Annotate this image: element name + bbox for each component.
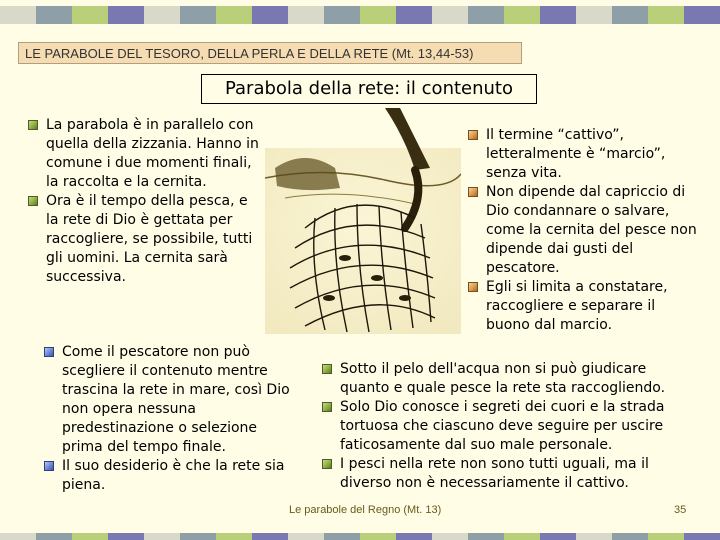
stripe-segment [288, 6, 324, 24]
stripe-segment [324, 6, 360, 24]
square-bullet-icon [468, 282, 478, 292]
stripe-segment [648, 6, 684, 24]
list-item [40, 343, 290, 457]
top-decorative-stripe [0, 6, 720, 24]
square-bullet-icon [44, 461, 54, 471]
square-bullet-icon [468, 187, 478, 197]
list-item-text: I pesci nella rete non sono tutti uguali, ma il diverso non è necessariamente il cattivo. [340, 456, 649, 491]
stripe-segment [72, 533, 108, 540]
stripe-segment [108, 533, 144, 540]
list-item [464, 183, 700, 278]
stripe-segment [540, 533, 576, 540]
list-item [464, 278, 700, 335]
stripe-segment [144, 533, 180, 540]
stripe-segment [360, 6, 396, 24]
footer-caption: Le parabole del Regno (Mt. 13) [289, 504, 442, 516]
list-item [318, 398, 698, 455]
stripe-segment [180, 533, 216, 540]
square-bullet-icon [322, 402, 332, 412]
stripe-segment [360, 533, 396, 540]
page-number: 35 [674, 504, 687, 516]
left-bottom-text-block [40, 343, 290, 495]
stripe-segment [216, 533, 252, 540]
stripe-segment [432, 533, 468, 540]
list-item-text: Il termine “cattivo”, letteralmente è “marcio”, senza vita. [486, 127, 666, 181]
stripe-segment [504, 6, 540, 24]
list-item-text: Come il pescatore non può scegliere il contenuto mentre trascina la rete in mare, così Dio non opera nessuna predestinazione o selezione prima del tempo finale. [62, 344, 290, 455]
square-bullet-icon [28, 196, 38, 206]
stripe-segment [288, 533, 324, 540]
stripe-segment [108, 6, 144, 24]
stripe-segment [684, 6, 720, 24]
list-item-text: Egli si limita a constatare, raccogliere e separare il buono dal marcio. [486, 279, 668, 333]
stripe-segment [0, 533, 36, 540]
list-item-text: Il suo desiderio è che la rete sia piena. [62, 458, 285, 493]
list-item-text: Non dipende dal capriccio di Dio condannare o salvare, come la cernita del pesce non dipende dai gusti del pescatore. [486, 184, 697, 276]
stripe-segment [648, 533, 684, 540]
bottom-decorative-stripe [0, 533, 720, 540]
list-item-text: Sotto il pelo dell'acqua non si può giudicare quanto e quale pesce la rete sta raccogliendo. [340, 361, 666, 396]
stripe-segment [612, 6, 648, 24]
stripe-segment [432, 6, 468, 24]
stripe-segment [144, 6, 180, 24]
right-top-text-block [464, 126, 700, 335]
stripe-segment [684, 533, 720, 540]
stripe-segment [36, 6, 72, 24]
square-bullet-icon [322, 459, 332, 469]
stripe-segment [612, 533, 648, 540]
stripe-segment [468, 533, 504, 540]
stripe-segment [540, 6, 576, 24]
stripe-segment [324, 533, 360, 540]
list-item [40, 457, 290, 495]
square-bullet-icon [44, 347, 54, 357]
list-item [24, 116, 262, 192]
stripe-segment [504, 533, 540, 540]
stripe-segment [180, 6, 216, 24]
stripe-segment [576, 533, 612, 540]
left-top-text-block [24, 116, 262, 287]
stripe-segment [0, 6, 36, 24]
stripe-segment [396, 533, 432, 540]
stripe-segment [396, 6, 432, 24]
stripe-segment [252, 533, 288, 540]
stripe-segment [36, 533, 72, 540]
right-bottom-text-block [318, 360, 698, 493]
list-item-text: Solo Dio conosce i segreti dei cuori e la strada tortuosa che ciascuno deve seguire per uscire faticosamente dal suo male personale. [340, 399, 665, 453]
stripe-segment [216, 6, 252, 24]
list-item [318, 455, 698, 493]
square-bullet-icon [468, 130, 478, 140]
slide-subtitle: LE PARABOLE DEL TESORO, DELLA PERLA E DELLA RETE (Mt. 13,44-53) [18, 42, 522, 64]
fishing-net-illustration [265, 108, 461, 334]
square-bullet-icon [28, 120, 38, 130]
list-item [318, 360, 698, 398]
slide-title: Parabola della rete: il contenuto [201, 74, 537, 104]
list-item-text: Ora è il tempo della pesca, e la rete di Dio è gettata per raccogliere, se possibile, tutti gli uomini. La cernita sarà successiva. [46, 193, 253, 285]
list-item-text: La parabola è in parallelo con quella della zizzania. Hanno in comune i due momenti finali, la raccolta e la cernita. [46, 117, 259, 190]
stripe-segment [468, 6, 504, 24]
stripe-segment [72, 6, 108, 24]
list-item [24, 192, 262, 287]
square-bullet-icon [322, 364, 332, 374]
stripe-segment [252, 6, 288, 24]
stripe-segment [576, 6, 612, 24]
list-item [464, 126, 700, 183]
